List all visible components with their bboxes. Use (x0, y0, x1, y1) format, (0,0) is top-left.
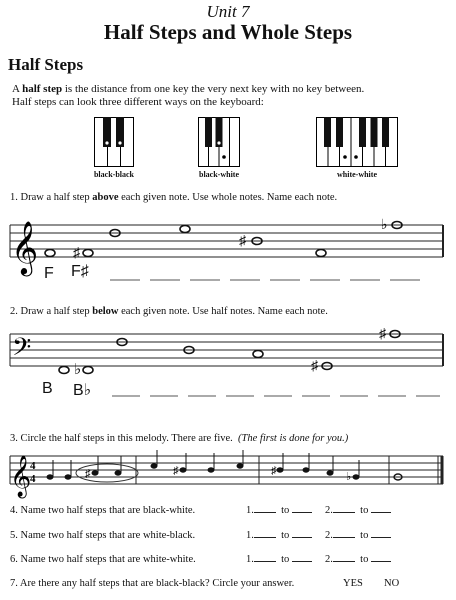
to-word: to (281, 530, 290, 541)
answer-note-3: B (42, 380, 53, 397)
blank[interactable] (371, 512, 391, 513)
section-heading: Half Steps (8, 55, 84, 74)
sharp-sign: ♯ (311, 359, 318, 374)
to-word: to (281, 505, 290, 516)
question-1 (10, 192, 337, 203)
staff-2 (0, 320, 456, 390)
flat-sign: ♭ (74, 362, 82, 378)
bass-clef: 𝄢 (12, 333, 32, 368)
to-word: to (360, 530, 369, 541)
blank[interactable] (292, 561, 312, 562)
no-option[interactable]: NO (384, 578, 400, 589)
keyboard-white-white (316, 117, 398, 167)
time-sig-top: 4 (30, 460, 36, 472)
q4-pairs (246, 505, 391, 516)
flat-sign: ♭ (381, 218, 388, 233)
keyboard-black-black (94, 117, 134, 167)
blank[interactable] (333, 512, 355, 513)
sharp-sign: ♯ (239, 234, 246, 249)
intro-term: half step (22, 83, 63, 95)
question-6: 6. Name two half steps that are white-white. (10, 554, 196, 565)
answer-note-4: B♭ (73, 382, 92, 399)
intro-line-2: Half steps can look three different ways on the keyboard: (12, 96, 264, 108)
question-5: 5. Name two half steps that are white-black. (10, 530, 196, 541)
sharp-sign: ♯ (271, 465, 277, 477)
pair-2-label: 2. (325, 530, 333, 541)
blank[interactable] (371, 561, 391, 562)
blank[interactable] (333, 561, 355, 562)
staff-3 (0, 448, 456, 498)
staff-1 (0, 205, 456, 275)
keyboard-label-white-white: white-white (337, 170, 377, 179)
q1-pre: 1. Draw a half step (10, 192, 93, 203)
q2-pre: 2. Draw a half step (10, 306, 93, 317)
blank[interactable] (254, 512, 276, 513)
q2-post: each given note. Use half notes. Name each note. (118, 306, 328, 317)
blank[interactable] (254, 561, 276, 562)
answer-note-2: F♯ (71, 263, 89, 280)
sharp-sign: ♯ (85, 468, 91, 480)
intro-line-1 (12, 83, 364, 96)
treble-clef: 𝄞 (11, 220, 39, 274)
treble-clef: 𝄞 (10, 456, 32, 497)
sharp-sign: ♯ (379, 327, 386, 342)
question-3 (10, 433, 348, 444)
q3-text: 3. Circle the half steps in this melody. There are five. (10, 433, 233, 444)
keyboard-label-black-black: black-black (93, 170, 134, 179)
pair-1-label: 1. (246, 530, 254, 541)
time-sig-bottom: 4 (30, 473, 36, 485)
intro-post: is the distance from one key the very next key with no key between. (62, 83, 365, 95)
pair-2-label: 2. (325, 554, 333, 565)
q6-pairs (246, 554, 391, 565)
pair-1-label: 1. (246, 505, 254, 516)
flat-sign: ♭ (346, 471, 352, 483)
answer-blanks-1 (0, 278, 456, 284)
answer-note-1: F (44, 265, 54, 282)
pair-1-label: 1. (246, 554, 254, 565)
q5-pairs (246, 530, 391, 541)
intro-pre: A (12, 83, 23, 95)
blank[interactable] (371, 537, 391, 538)
question-4: 4. Name two half steps that are black-white. (10, 505, 196, 516)
to-word: to (360, 554, 369, 565)
q2-bold: below (92, 306, 119, 317)
to-word: to (360, 505, 369, 516)
question-7: 7. Are there any half steps that are black-black? Circle your answer. (10, 578, 295, 589)
blank[interactable] (292, 537, 312, 538)
pair-2-label: 2. (325, 505, 333, 516)
blank[interactable] (292, 512, 312, 513)
q1-post: each given note. Use whole notes. Name each note. (118, 192, 338, 203)
sharp-sign: ♯ (173, 465, 179, 477)
to-word: to (281, 554, 290, 565)
sharp-sign: ♯ (73, 246, 80, 261)
blank[interactable] (254, 537, 276, 538)
keyboard-black-white (198, 117, 240, 167)
q3-hint: (The first is done for you.) (238, 433, 349, 444)
question-2 (10, 306, 328, 317)
keyboard-label-black-white: black-white (199, 170, 239, 179)
q1-bold: above (92, 192, 119, 203)
page-title: Half Steps and Whole Steps (103, 20, 353, 44)
blank[interactable] (333, 537, 355, 538)
answer-blanks-2 (0, 394, 456, 400)
unit-label: Unit 7 (206, 2, 250, 21)
yes-option[interactable]: YES (343, 578, 363, 589)
